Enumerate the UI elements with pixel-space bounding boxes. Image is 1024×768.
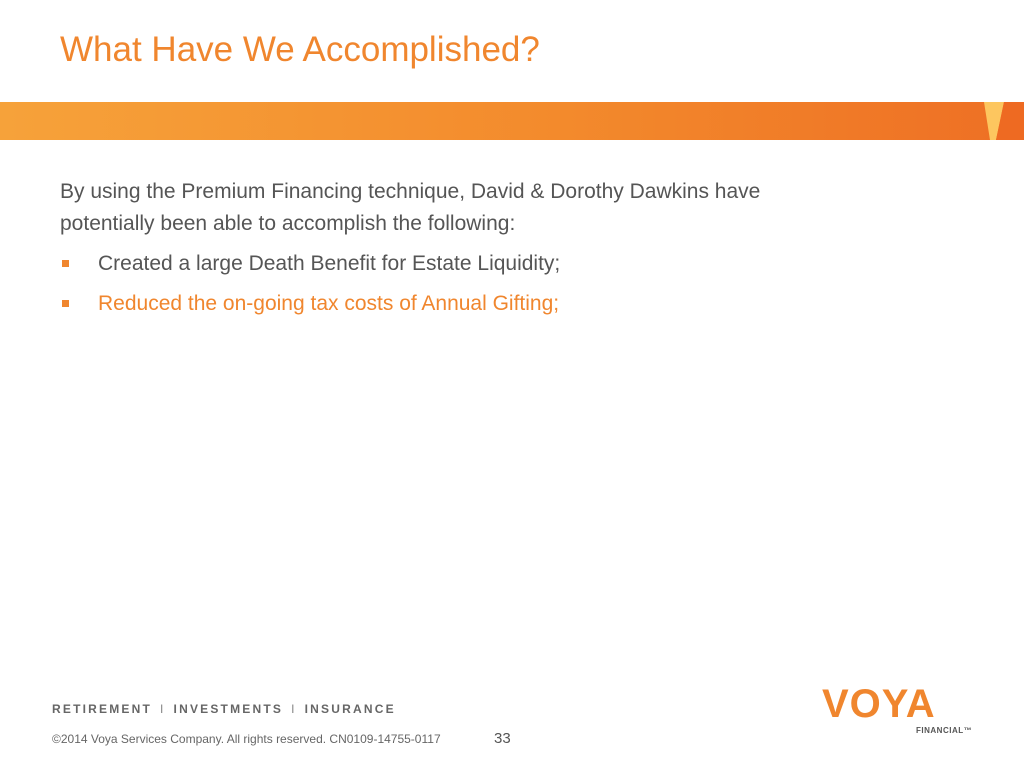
bullet-list — [60, 248, 860, 320]
bullet-item — [60, 248, 860, 280]
voya-logo — [822, 682, 982, 740]
header-band — [0, 102, 1024, 140]
bullet-text: Reduced the on-going tax costs of Annual Gifting; — [98, 292, 560, 315]
intro-paragraph: By using the Premium Financing technique, David & Dorothy Dawkins have potentially been able to accomplish the following: — [60, 180, 761, 235]
square-bullet-icon — [62, 300, 69, 307]
tagline-item: INVESTMENTS — [173, 702, 284, 716]
logo-wordmark: VOYA — [822, 682, 936, 726]
copyright-text: ©2014 Voya Services Company. All rights reserved. CN0109-14755-0117 — [52, 732, 441, 746]
footer-tagline — [52, 702, 396, 716]
tagline-item: RETIREMENT — [52, 702, 152, 716]
tagline-separator: I — [291, 702, 297, 716]
slide-body — [60, 176, 860, 328]
tagline-separator: I — [160, 702, 166, 716]
page-number: 33 — [494, 730, 511, 747]
square-bullet-icon — [62, 260, 69, 267]
logo-subtext: FINANCIAL™ — [916, 726, 973, 735]
bullet-item-highlighted — [60, 288, 860, 320]
bullet-text: Created a large Death Benefit for Estate Liquidity; — [98, 252, 561, 275]
tagline-item: INSURANCE — [304, 702, 396, 716]
slide-title: What Have We Accomplished? — [60, 30, 540, 69]
